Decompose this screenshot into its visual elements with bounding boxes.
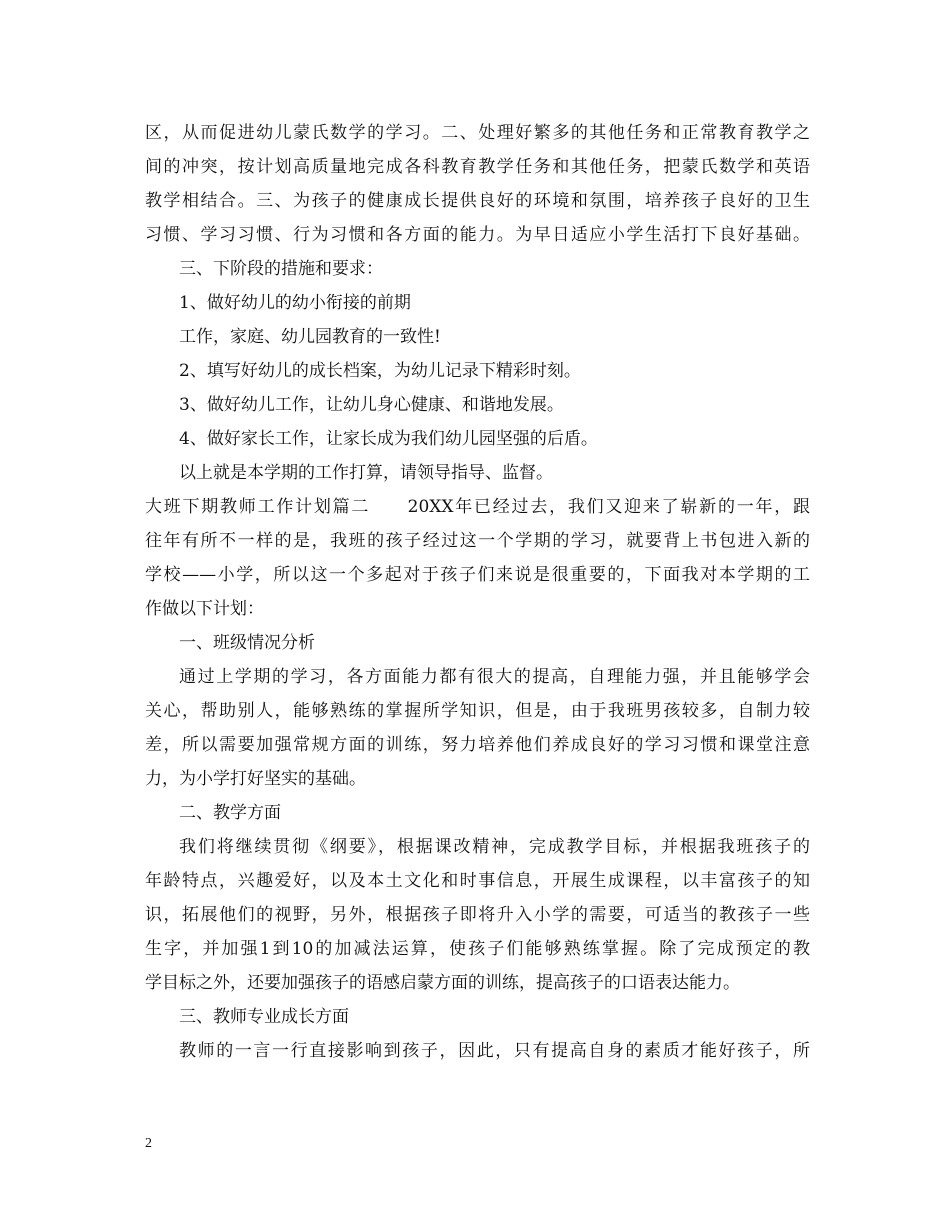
text-line: 学校——小学，所以这一个多起对于孩子们来说是很重要的，下面我对本学期的工: [145, 565, 810, 585]
text-line: 间的冲突，按计划高质量地完成各科教育教学任务和其他任务，把蒙氏数学和英语: [145, 157, 810, 177]
text-line: 学目标之外，还要加强孩子的语感启蒙方面的训练，提高孩子的口语表达能力。: [145, 973, 740, 993]
list-item: 3、做好幼儿工作，让幼儿身心健康、和谐地发展。: [179, 395, 564, 415]
text-line: 差，所以需要加强常规方面的训练，努力培养他们养成良好的学习习惯和课堂注意: [145, 735, 810, 755]
list-item-continuation: 工作，家庭、幼儿园教育的一致性!: [179, 327, 441, 347]
text-line: 我们将继续贯彻《纲要》，根据课改精神，完成教学目标，并根据我班孩子的: [179, 837, 810, 857]
text-line: 年龄特点，兴趣爱好，以及本土文化和时事信息，开展生成课程，以丰富孩子的知: [145, 871, 810, 891]
text-line: 大班下期教师工作计划篇二 20XX年已经过去，我们又迎来了崭新的一年，跟: [145, 497, 810, 517]
list-item: 1、做好幼儿的幼小衔接的前期: [179, 293, 411, 313]
document-body: [145, 116, 810, 1068]
text-line: 教学相结合。三、为孩子的健康成长提供良好的环境和氛围，培养孩子良好的卫生: [145, 191, 810, 211]
section-heading: 三、教师专业成长方面: [179, 1007, 349, 1027]
text-line: 关心，帮助别人，能够熟练的掌握所学知识，但是，由于我班男孩较多，自制力较: [145, 701, 810, 721]
text-line: 往年有所不一样的是，我班的孩子经过这一个学期的学习，就要背上书包进入新的: [145, 531, 810, 551]
section-heading: 一、班级情况分析: [179, 633, 315, 653]
text-line: 识，拓展他们的视野，另外，根据孩子即将升入小学的需要，可适当的教孩子一些: [145, 905, 810, 925]
text-line: 力，为小学打好坚实的基础。: [145, 769, 366, 789]
text-line: 通过上学期的学习，各方面能力都有很大的提高，自理能力强，并且能够学会: [179, 667, 810, 687]
section-heading: 三、下阶段的措施和要求：: [179, 259, 383, 279]
section-heading: 二、教学方面: [179, 803, 281, 823]
text-line: 区，从而促进幼儿蒙氏数学的学习。二、处理好繁多的其他任务和正常教育教学之: [145, 123, 810, 143]
list-item: 2、填写好幼儿的成长档案，为幼儿记录下精彩时刻。: [179, 361, 581, 381]
text-line: 教师的一言一行直接影响到孩子，因此，只有提高自身的素质才能好孩子，所: [179, 1041, 810, 1061]
list-item: 4、做好家长工作，让家长成为我们幼儿园坚强的后盾。: [179, 429, 598, 449]
text-line: 作做以下计划：: [145, 599, 264, 619]
page-number: 2: [145, 1136, 152, 1151]
text-line: 生字，并加强1到10的加减法运算，使孩子们能够熟练掌握。除了完成预定的教: [145, 939, 810, 959]
text-line: 习惯、学习习惯、行为习惯和各方面的能力。为早日适应小学生活打下良好基础。: [145, 225, 810, 245]
closing-line: 以上就是本学期的工作打算，请领导指导、监督。: [179, 463, 553, 483]
